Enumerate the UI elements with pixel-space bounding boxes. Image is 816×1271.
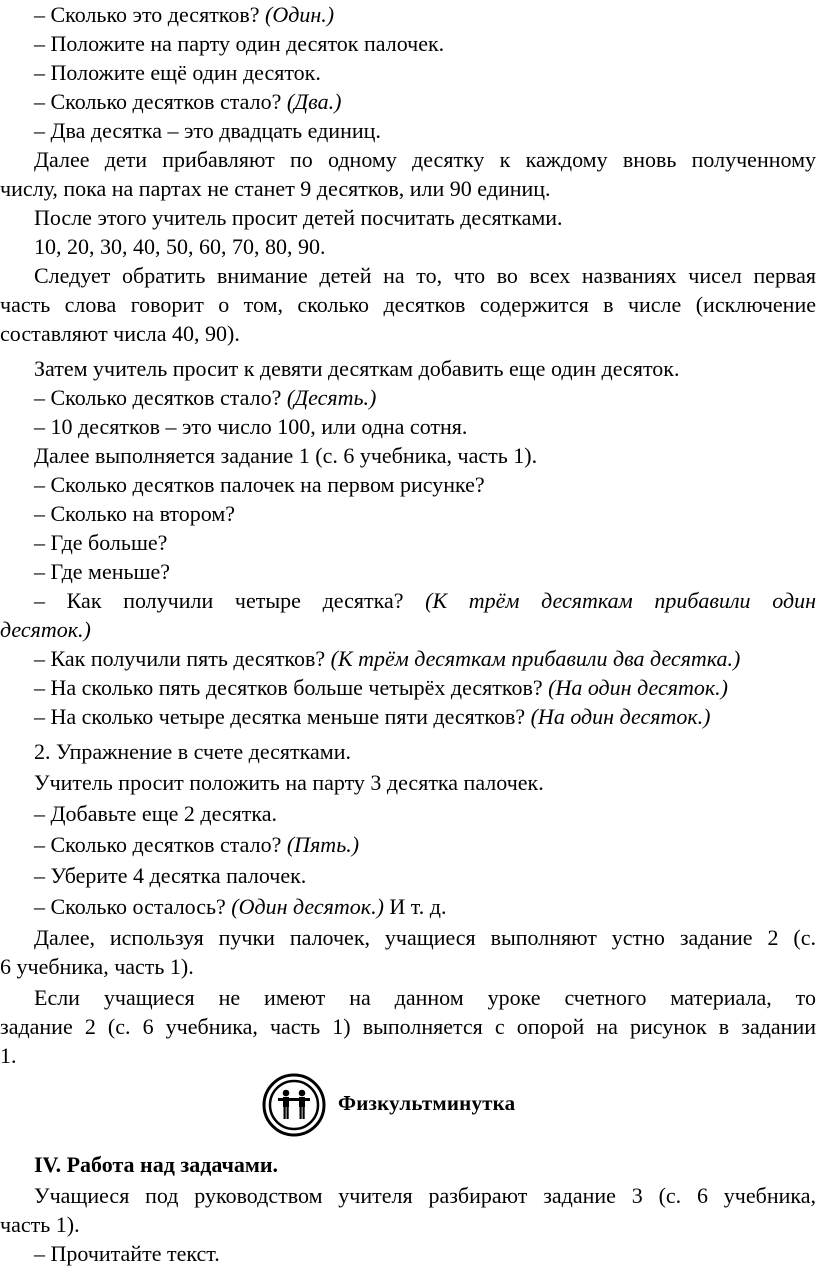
text-line: – 10 десятков – это число 100, или одна сотня. bbox=[34, 414, 468, 439]
text-line: – Сколько это десятков? (Один.) bbox=[34, 2, 335, 27]
text-line: Если учащиеся не имеют на данном уроке счетного материала, то bbox=[34, 985, 816, 1010]
pe-break-label: Физкультминутка bbox=[338, 1091, 516, 1115]
text-line: 1. bbox=[0, 1043, 17, 1068]
text-line: составляют числа 40, 90). bbox=[0, 321, 240, 346]
text-line: – Сколько десятков стало? (Десять.) bbox=[34, 385, 377, 410]
text-line: 6 учебника, часть 1). bbox=[0, 954, 194, 979]
text-line: Учитель просит положить на парту 3 десятка палочек. bbox=[34, 770, 544, 795]
text-line: – Где больше? bbox=[34, 530, 168, 555]
text-line: – Уберите 4 десятка палочек. bbox=[34, 863, 307, 888]
text-line: – Сколько десятков стало? (Пять.) bbox=[34, 832, 360, 857]
text-line: – Два десятка – это двадцать единиц. bbox=[34, 118, 381, 143]
text-line: – Добавьте еще 2 десятка. bbox=[34, 801, 278, 826]
section-heading: IV. Работа над задачами. bbox=[34, 1152, 279, 1177]
text-line: 2. Упражнение в счете десятками. bbox=[34, 739, 351, 764]
text-line: Учащиеся под руководством учителя разбирают задание 3 (с. 6 учебника, bbox=[34, 1183, 816, 1208]
text-line: – Положите ещё один десяток. bbox=[34, 60, 321, 85]
pe-break-block bbox=[262, 1073, 562, 1143]
text-line: – Как получили четыре десятка? (К трём десяткам прибавили один bbox=[34, 588, 816, 613]
two-people-icon bbox=[262, 1073, 326, 1137]
text-line: часть слова говорит о том, сколько десятков содержится в числе (исключение bbox=[0, 292, 816, 317]
text-line: десяток.) bbox=[0, 617, 91, 642]
text-line: числу, пока на партах не станет 9 десятков, или 90 единиц. bbox=[0, 176, 551, 201]
text-line: – Где меньше? bbox=[34, 559, 170, 584]
text-line: задание 2 (с. 6 учебника, часть 1) выполняется с опорой на рисунок в задании bbox=[0, 1014, 816, 1039]
text-line: – Сколько осталось? (Один десяток.) И т. д. bbox=[34, 894, 447, 919]
text-line: Далее дети прибавляют по одному десятку к каждому вновь полученному bbox=[34, 147, 816, 172]
text-line: – На сколько четыре десятка меньше пяти десятков? (На один десяток.) bbox=[34, 704, 711, 729]
text-line: После этого учитель просит детей посчитать десятками. bbox=[34, 205, 563, 230]
text-line: – Сколько десятков палочек на первом рисунке? bbox=[34, 472, 485, 497]
text-line: Затем учитель просит к девяти десяткам добавить еще один десяток. bbox=[34, 356, 680, 381]
text-line: Следует обратить внимание детей на то, что во всех названиях чисел первая bbox=[34, 263, 816, 288]
text-line: часть 1). bbox=[0, 1212, 80, 1237]
text-line: 10, 20, 30, 40, 50, 60, 70, 80, 90. bbox=[34, 234, 326, 259]
text-line: – Прочитайте текст. bbox=[34, 1241, 220, 1266]
text-line: Далее выполняется задание 1 (с. 6 учебника, часть 1). bbox=[34, 443, 538, 468]
text-line: – Положите на парту один десяток палочек. bbox=[34, 31, 445, 56]
text-line: Далее, используя пучки палочек, учащиеся выполняют устно задание 2 (с. bbox=[34, 925, 816, 950]
text-line: – Как получили пять десятков? (К трём десяткам прибавили два десятка.) bbox=[34, 646, 741, 671]
text-line: – Сколько десятков стало? (Два.) bbox=[34, 89, 342, 114]
text-line: – На сколько пять десятков больше четырёх десятков? (На один десяток.) bbox=[34, 675, 728, 700]
text-line: – Сколько на втором? bbox=[34, 501, 236, 526]
